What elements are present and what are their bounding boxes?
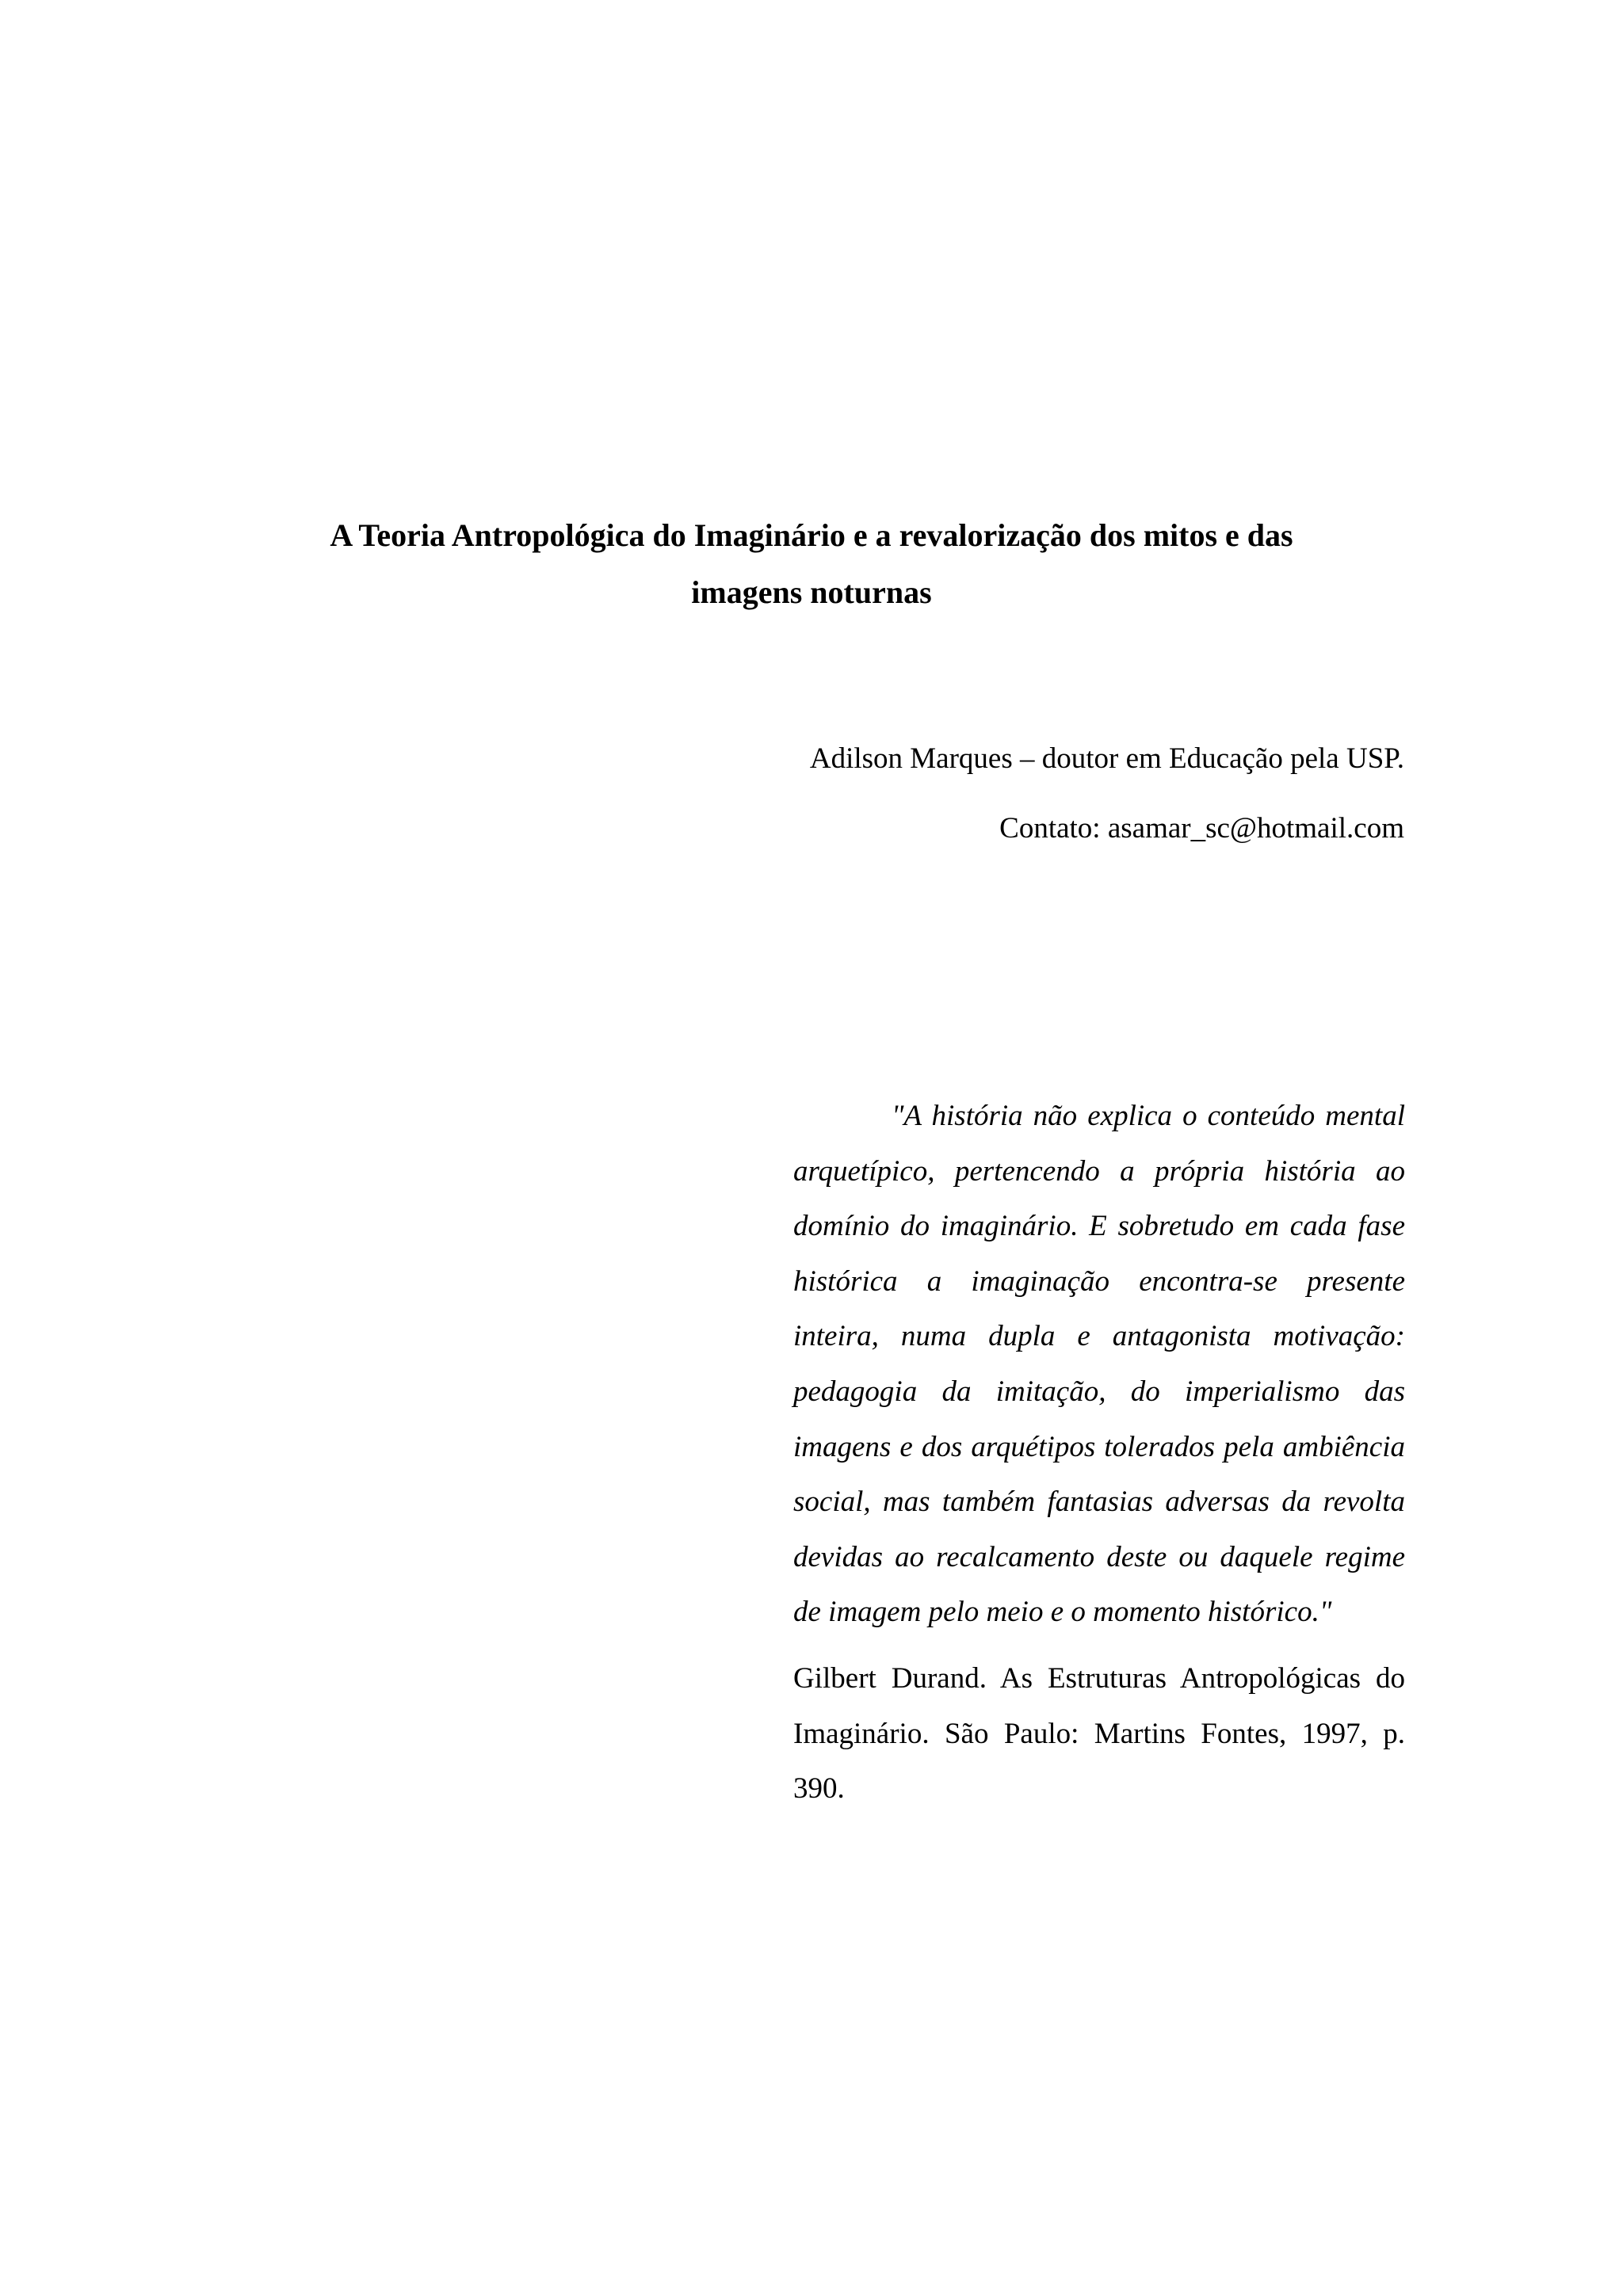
title-line-1: A Teoria Antropológica do Imaginário e a revalorização dos mitos e das bbox=[330, 517, 1293, 553]
epigraph-quote: "A história não explica o conteúdo mental arquetípico, pertencendo a própria história ao domínio do imaginário. E sobretudo em cada fase histórica a imaginação encontra-se presente inteira, numa dupla e antagonista motivação: pedagogia da imitação, do imperialismo das imagens e dos arquétipos tolerados pela ambiência social, mas também fantasias adversas da revolta devidas ao recalcamento deste ou daquele regime de imagem pelo meio e o momento histórico." bbox=[793, 1100, 1405, 1629]
epigraph-citation: Gilbert Durand. As Estruturas Antropológicas do Imaginário. São Paulo: Martins Fontes, 1997, p. 390. bbox=[793, 1661, 1405, 1806]
contact-line: Contato: asamar_sc@hotmail.com bbox=[999, 812, 1404, 845]
author-line: Adilson Marques – doutor em Educação pela USP. bbox=[809, 742, 1404, 775]
document-title bbox=[238, 507, 1385, 621]
epigraph bbox=[793, 1089, 1405, 1817]
title-line-2: imagens noturnas bbox=[691, 574, 932, 610]
